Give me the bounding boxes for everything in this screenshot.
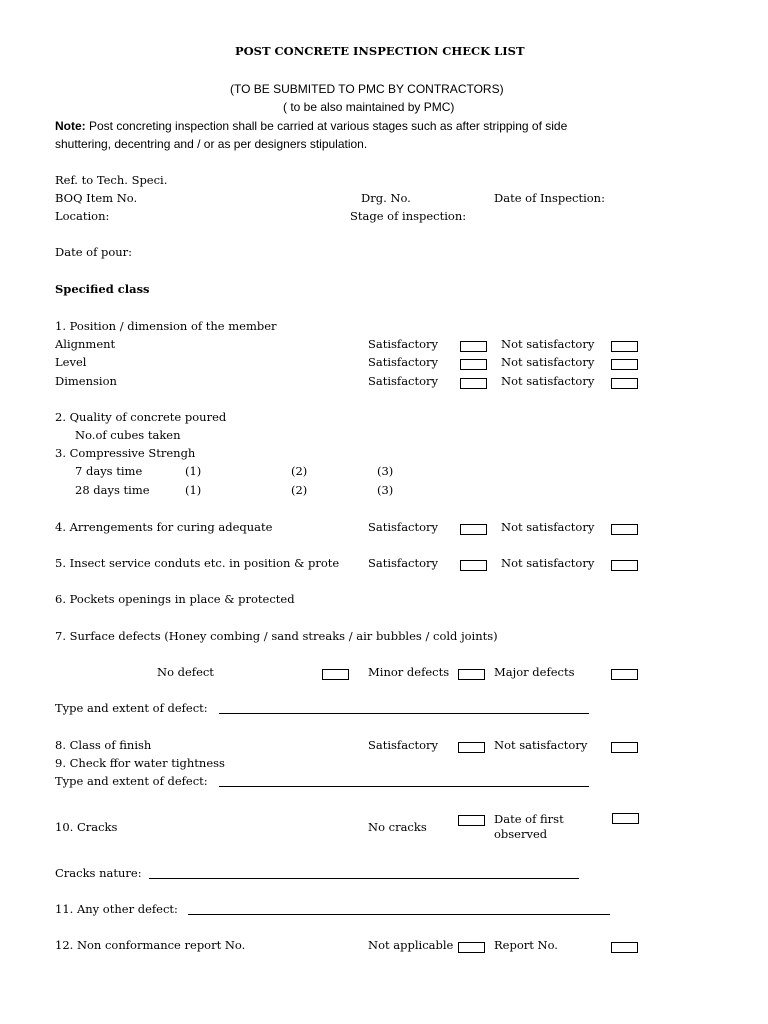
ref-tech-spec-label: Ref. to Tech. Speci. [55,173,168,187]
conduits-not-satisfactory-checkbox[interactable] [611,560,638,571]
curing-satisfactory-label: Satisfactory [368,520,439,534]
alignment-label: Alignment [55,337,116,351]
note-text-1: Post concreting inspection shall be carried at various stages such as after stripping of side [85,119,568,133]
report-no-checkbox[interactable] [611,942,638,953]
finish-not-satisfactory-checkbox[interactable] [611,742,638,753]
not-applicable-checkbox[interactable] [458,942,485,953]
item8-title: 8. Class of finish [55,738,152,752]
conduits-not-satisfactory-label: Not satisfactory [501,556,595,570]
location-label: Location: [55,209,110,223]
item9-title: 9. Check ffor water tightness [55,756,225,770]
defect-type-extent-label: Type and extent of defect: [55,701,208,715]
item1-title: 1. Position / dimension of the member [55,319,277,333]
dimension-not-satisfactory-checkbox[interactable] [611,378,638,389]
item4-title: 4. Arrengements for curing adequate [55,520,273,534]
drg-no-label: Drg. No. [361,191,411,205]
not-applicable-label: Not applicable [368,938,454,952]
alignment-satisfactory-checkbox[interactable] [460,341,487,352]
curing-not-satisfactory-checkbox[interactable] [611,524,638,535]
item12-title: 12. Non conformance report No. [55,938,246,952]
dimension-satisfactory-checkbox[interactable] [460,378,487,389]
conduits-satisfactory-label: Satisfactory [368,556,439,570]
report-no-label: Report No. [494,938,558,952]
item3-title: 3. Compressive Strengh [55,446,196,460]
stage-of-inspection-label: Stage of inspection: [350,209,467,223]
date-first-observed-checkbox[interactable] [612,813,639,824]
no-defect-label: No defect [157,665,214,679]
level-not-satisfactory-checkbox[interactable] [611,359,638,370]
level-satisfactory-checkbox[interactable] [460,359,487,370]
item6-title: 6. Pockets openings in place & protected [55,592,295,606]
dimension-not-satisfactory-label: Not satisfactory [501,374,595,388]
cubes-taken-label: No.of cubes taken [75,428,181,442]
seven-days-result-2: (2) [291,464,308,478]
document-title: POST CONCRETE INSPECTION CHECK LIST [235,44,525,58]
alignment-not-satisfactory-checkbox[interactable] [611,341,638,352]
finish-satisfactory-checkbox[interactable] [458,742,485,753]
item10-title: 10. Cracks [55,820,118,834]
alignment-not-satisfactory-label: Not satisfactory [501,337,595,351]
water-type-extent-line[interactable] [219,786,589,787]
level-label: Level [55,355,87,369]
minor-defects-label: Minor defects [368,665,450,679]
curing-not-satisfactory-label: Not satisfactory [501,520,595,534]
level-not-satisfactory-label: Not satisfactory [501,355,595,369]
dimension-label: Dimension [55,374,117,388]
subtitle-submitted: (TO BE SUBMITED TO PMC BY CONTRACTORS) [230,82,504,96]
subtitle-maintained: ( to be also maintained by PMC) [283,100,455,114]
conduits-satisfactory-checkbox[interactable] [460,560,487,571]
specified-class-heading: Specified class [55,282,150,296]
note-line-1 [55,120,567,132]
date-of-inspection-label: Date of Inspection: [494,191,605,205]
cracks-nature-label: Cracks nature: [55,866,142,880]
no-cracks-label: No cracks [368,820,427,834]
item7-title: 7. Surface defects (Honey combing / sand streaks / air bubbles / cold joints) [55,629,498,643]
seven-days-result-1: (1) [185,464,202,478]
water-type-extent-label: Type and extent of defect: [55,774,208,788]
twentyeight-days-result-1: (1) [185,483,202,497]
major-defects-checkbox[interactable] [611,669,638,680]
item11-title: 11. Any other defect: [55,902,178,916]
seven-days-result-3: (3) [377,464,394,478]
item2-title: 2. Quality of concrete poured [55,410,227,424]
twentyeight-days-label: 28 days time [75,483,150,497]
no-defect-checkbox[interactable] [322,669,349,680]
finish-not-satisfactory-label: Not satisfactory [494,738,588,752]
seven-days-label: 7 days time [75,464,143,478]
note-line-2: shuttering, decentring and / or as per designers stipulation. [55,137,368,151]
twentyeight-days-result-2: (2) [291,483,308,497]
level-satisfactory-label: Satisfactory [368,355,439,369]
date-of-pour-label: Date of pour: [55,245,133,259]
note-label: Note: [55,119,86,133]
other-defect-line[interactable] [188,914,610,915]
defect-type-extent-line[interactable] [219,713,589,714]
minor-defects-checkbox[interactable] [458,669,485,680]
finish-satisfactory-label: Satisfactory [368,738,439,752]
major-defects-label: Major defects [494,665,575,679]
twentyeight-days-result-3: (3) [377,483,394,497]
item5-title: 5. Insect service conduts etc. in position & prote [55,556,340,570]
dimension-satisfactory-label: Satisfactory [368,374,439,388]
curing-satisfactory-checkbox[interactable] [460,524,487,535]
date-first-observed-label-line2: observed [494,827,548,841]
cracks-nature-line[interactable] [149,878,579,879]
boq-item-label: BOQ Item No. [55,191,138,205]
no-cracks-checkbox[interactable] [458,815,485,826]
alignment-satisfactory-label: Satisfactory [368,337,439,351]
date-first-observed-label-line1: Date of first [494,812,564,826]
